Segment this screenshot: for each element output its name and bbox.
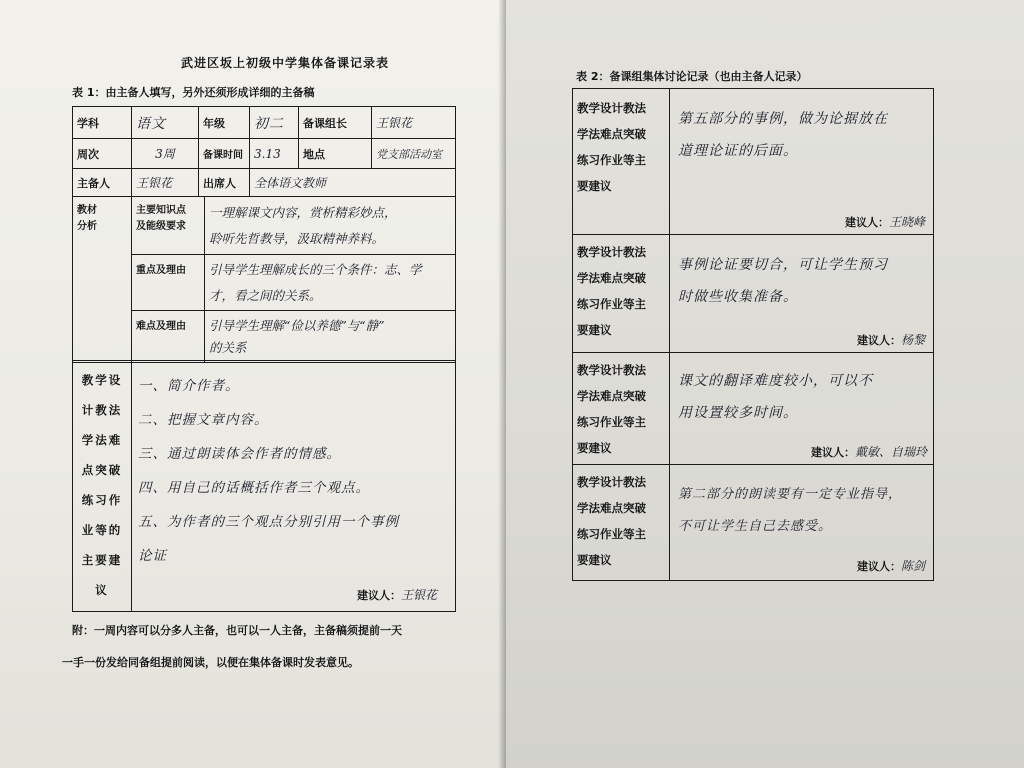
discussion-entry	[670, 465, 934, 581]
row-label-line: 学法难点突破	[577, 389, 646, 403]
teaching-label-line: 学法难	[81, 433, 123, 447]
suggester-label: 建议人：	[856, 560, 901, 573]
textbook-analysis-label	[73, 197, 132, 363]
prep-time-label: 备课时间	[199, 139, 250, 169]
subject-value: 语文	[132, 107, 199, 139]
grade-label: 年级	[199, 107, 250, 139]
teaching-design-section	[72, 360, 456, 612]
discussion-row-label	[573, 353, 670, 465]
suggester-label: 建议人：	[844, 216, 889, 229]
key-points-line2: 聆听先哲教导，汲取精神养料。	[209, 230, 385, 246]
grade-value: 初二	[250, 107, 299, 139]
subject-label: 学科	[73, 107, 132, 139]
teaching-step: 一、简介作者。	[138, 378, 240, 394]
row-label-line: 教学设计教法	[577, 475, 646, 489]
prep-time-value: 3.13	[250, 139, 299, 169]
note-line1: 附：一周内容可以分多人主备，也可以一人主备，主备稿须提前一天	[72, 624, 402, 637]
teaching-step: 四、用自己的话概括作者三个观点。	[138, 480, 370, 496]
row-label-line: 教学设计教法	[577, 245, 646, 259]
discussion-row-label	[573, 235, 670, 353]
entry-line: 道理论证的后面。	[678, 143, 798, 159]
entry-line: 第二部分的朗读要有一定专业指导，	[678, 487, 903, 502]
row-label-line: 要建议	[577, 323, 612, 337]
entry-suggester	[845, 211, 925, 230]
entry-line: 用设置较多时间。	[678, 405, 798, 421]
table1-header	[72, 106, 456, 197]
week-label: 周次	[73, 139, 132, 169]
difficulty-line1: 引导学生理解“俭以养德”与“静”	[209, 317, 385, 333]
entry-line: 第五部分的事例，做为论据放在	[678, 111, 888, 127]
suggester-name: 杨黎	[900, 333, 925, 347]
teaching-design-label	[73, 361, 132, 612]
attendees-value: 全体语文教师	[250, 169, 456, 197]
row-label-line: 练习作业等主	[577, 297, 646, 311]
entry-line: 时做些收集准备。	[678, 289, 798, 305]
difficulty-line2: 的关系	[209, 339, 247, 355]
key-points-text	[205, 197, 456, 255]
teaching-label-line: 业等的	[81, 523, 123, 537]
key-points-line1: 一理解课文内容，赏析精彩妙点，	[209, 204, 397, 220]
group-leader-value: 王银花	[372, 107, 456, 139]
key-points-label-line2: 及能级要求	[136, 221, 186, 232]
discussion-entry	[670, 353, 934, 465]
teaching-label-line: 计教法	[81, 403, 123, 417]
teaching-label-line: 教学设	[81, 373, 123, 387]
row-label-line: 学法难点突破	[577, 501, 646, 515]
location-value: 党支部活动室	[372, 139, 456, 169]
suggester-label: 建议人：	[856, 334, 901, 347]
discussion-row-label	[573, 89, 670, 235]
discussion-row	[573, 353, 934, 465]
suggester-name: 王银花	[400, 588, 437, 602]
textbook-analysis	[72, 196, 456, 363]
location-label: 地点	[299, 139, 372, 169]
group-leader-label: 备课组长	[299, 107, 372, 139]
suggester-name: 陈剑	[900, 559, 925, 573]
focus-label	[132, 255, 205, 311]
teaching-label-line: 练习作	[81, 493, 123, 507]
suggester-name: 王晓峰	[888, 215, 925, 229]
discussion-row	[573, 89, 934, 235]
table2-caption: 表 2：备课组集体讨论记录（也由主备人记录）	[576, 70, 808, 83]
suggester-label: 建议人：	[356, 589, 401, 602]
row-label-line: 要建议	[577, 179, 612, 193]
table1-caption: 表 1：由主备人填写，另外还须形成详细的主备稿	[72, 86, 315, 99]
row-label-line: 练习作业等主	[577, 415, 646, 429]
note-line2: 一手一份发给同备组提前阅读，以便在集体备课时发表意见。	[62, 656, 359, 669]
row-label-line: 要建议	[577, 441, 612, 455]
row-label-line: 教学设计教法	[577, 101, 646, 115]
row-label-line: 学法难点突破	[577, 127, 646, 141]
row-label-line: 教学设计教法	[577, 363, 646, 377]
key-points-label	[132, 197, 205, 255]
row-label-line: 练习作业等主	[577, 527, 646, 541]
main-preparer-value: 王银花	[132, 169, 199, 197]
entry-suggester	[811, 441, 927, 460]
key-points-label-line1: 主要知识点	[136, 205, 186, 216]
right-page	[506, 0, 1024, 768]
teaching-step: 二、把握文章内容。	[138, 412, 269, 428]
discussion-row-label	[573, 465, 670, 581]
teaching-step: 五、为作者的三个观点分别引用一个事例	[138, 514, 399, 530]
teaching-label-line: 点突破	[81, 463, 123, 477]
discussion-entry	[670, 89, 934, 235]
teaching-label-line: 议	[95, 583, 109, 597]
main-preparer-label: 主备人	[73, 169, 132, 197]
attendees-label: 出席人	[199, 169, 250, 197]
teaching-steps-cell	[132, 361, 456, 612]
entry-suggester	[857, 555, 925, 574]
discussion-row	[573, 235, 934, 353]
teaching-step: 三、通过朗读体会作者的情感。	[138, 446, 341, 462]
week-value: 3周	[132, 139, 199, 169]
entry-line: 课文的翻译难度较小，可以不	[678, 373, 873, 389]
entry-suggester	[857, 329, 925, 348]
teaching-label-line: 主要建	[81, 553, 123, 567]
analysis-label-line1: 教材	[77, 205, 97, 216]
row-label-line: 练习作业等主	[577, 153, 646, 167]
discussion-entry	[670, 235, 934, 353]
focus-text	[205, 255, 456, 311]
difficulty-text	[205, 311, 456, 363]
focus-line2: 才，看之间的关系。	[209, 287, 322, 303]
row-label-line: 学法难点突破	[577, 271, 646, 285]
focus-label-line1: 重点及理由	[136, 265, 186, 276]
analysis-label-line2: 分析	[77, 221, 97, 232]
focus-line1: 引导学生理解成长的三个条件：志、学	[209, 261, 422, 277]
form-title: 武进区坂上初级中学集体备课记录表	[180, 56, 389, 70]
teaching-suggester	[357, 584, 437, 603]
difficulty-label-line1: 难点及理由	[136, 321, 186, 332]
discussion-row	[573, 465, 934, 581]
row-label-line: 要建议	[577, 553, 612, 567]
suggester-name: 戴敏、自瑞玲	[854, 445, 927, 459]
entry-line: 事例论证要切合，可让学生预习	[678, 257, 888, 273]
teaching-steps	[138, 369, 449, 573]
suggester-label: 建议人：	[810, 446, 855, 459]
difficulty-label	[132, 311, 205, 363]
entry-line: 不可让学生自己去感受。	[678, 519, 833, 534]
teaching-step: 论证	[138, 548, 167, 564]
table2-discussion	[572, 88, 934, 581]
